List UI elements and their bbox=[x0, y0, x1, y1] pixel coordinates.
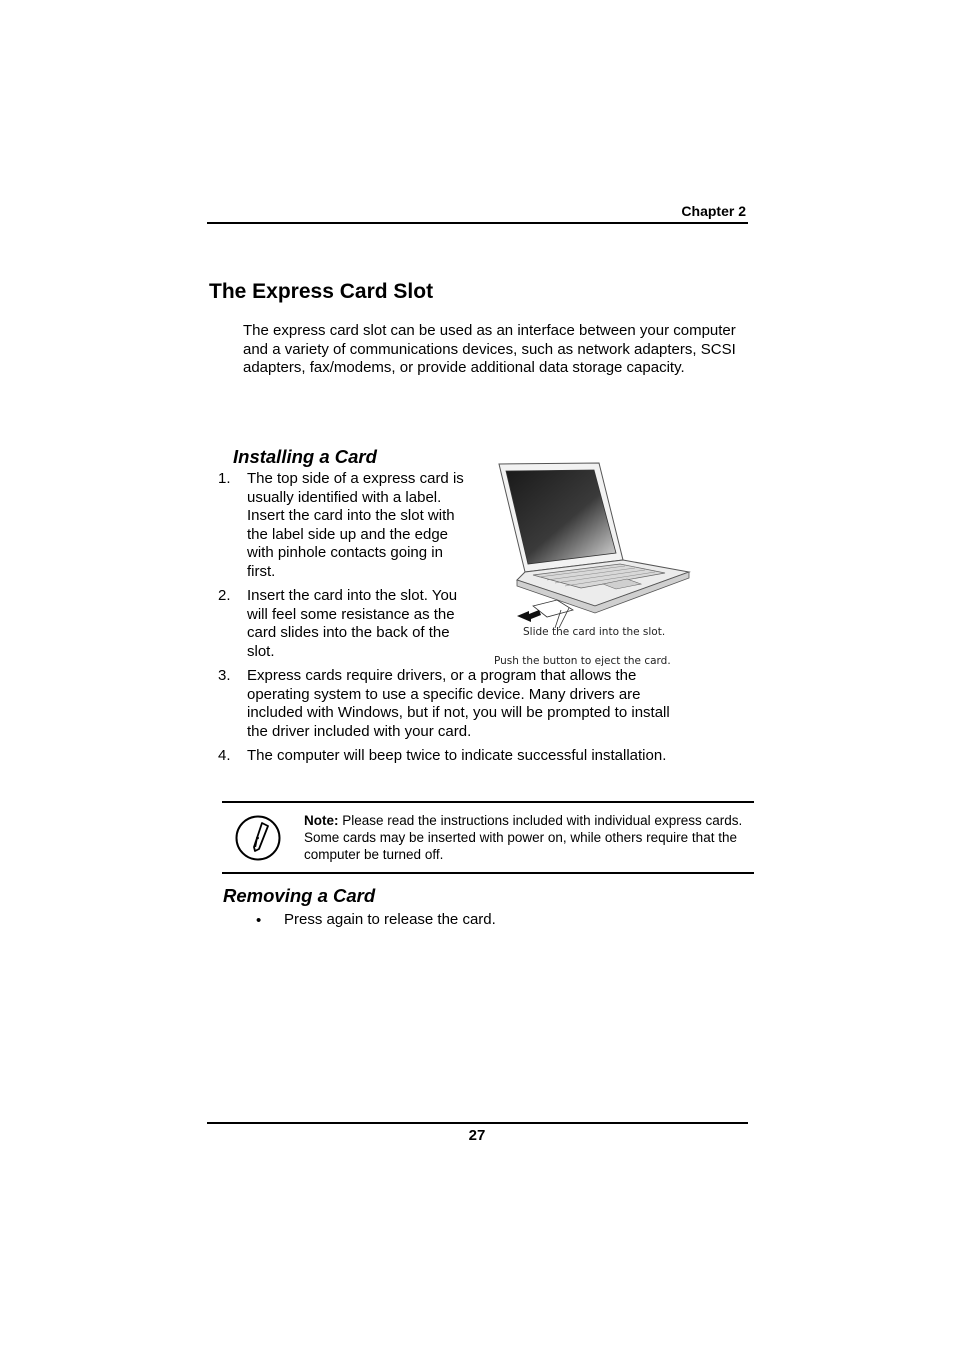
note-bottom-rule bbox=[222, 872, 754, 874]
note-top-rule bbox=[222, 801, 754, 803]
step-line: card slides into the back of the bbox=[247, 624, 450, 641]
intro-paragraph: The express card slot can be used as an interface between your computer and a variety of communications devices, such as network adapters, SCSI adapters, fax/modems, or provide additional data storage capacity. bbox=[243, 322, 736, 376]
installing-heading: Installing a Card bbox=[233, 446, 377, 467]
step-line: operating system to use a specific device. Many drivers are bbox=[247, 685, 641, 703]
step-line: Insert the card into the slot with bbox=[247, 507, 455, 524]
removing-heading: Removing a Card bbox=[223, 885, 376, 906]
step-text bbox=[247, 747, 666, 766]
step-number: 4. bbox=[218, 747, 231, 764]
bullet-symbol: • bbox=[256, 912, 262, 929]
step-line: with pinhole contacts going in bbox=[247, 544, 443, 561]
step-line: slot. bbox=[247, 642, 275, 660]
step-line: first. bbox=[247, 562, 276, 580]
step-line: Insert the card into the slot. You bbox=[247, 587, 458, 604]
section-title: The Express Card Slot bbox=[209, 280, 434, 303]
step-line: the label side up and the edge bbox=[247, 525, 448, 543]
chapter-label: Chapter 2 bbox=[681, 203, 746, 219]
step-line: The computer will beep twice to indicate successful installation. bbox=[247, 747, 667, 764]
figure-caption-slide: Slide the card into the slot. bbox=[523, 626, 666, 638]
step-line: Express cards require drivers, or a program that allows the bbox=[247, 667, 637, 684]
pen-nib-icon bbox=[234, 814, 282, 862]
step-line: The top side of a express card is bbox=[247, 470, 464, 487]
note-body: Please read the instructions included with individual express cards. Some cards may be inserted with power on, while others require that the computer be turned off. bbox=[304, 813, 743, 862]
step-text bbox=[247, 470, 464, 581]
step-line: included with Windows, but if not, you will be prompted to install bbox=[247, 704, 670, 721]
laptop-illustration bbox=[495, 460, 695, 628]
insert-arrow-icon bbox=[517, 610, 541, 622]
step-line: the driver included with your card. bbox=[247, 722, 472, 740]
step-text bbox=[247, 587, 457, 661]
header-rule bbox=[207, 222, 748, 224]
step-line: usually identified with a label. bbox=[247, 488, 442, 506]
step-line: will feel some resistance as the bbox=[247, 605, 455, 623]
note-label: Note: bbox=[304, 813, 339, 828]
page-number: 27 bbox=[468, 1127, 486, 1144]
step-text bbox=[247, 667, 670, 741]
step-number: 2. bbox=[218, 587, 231, 604]
footer-rule bbox=[207, 1122, 748, 1124]
note-text bbox=[304, 812, 744, 863]
bullet-item: Press again to release the card. bbox=[284, 911, 496, 928]
step-number: 1. bbox=[218, 470, 231, 487]
step-number: 3. bbox=[218, 667, 231, 684]
figure-caption-push: Push the button to eject the card. bbox=[494, 655, 671, 667]
